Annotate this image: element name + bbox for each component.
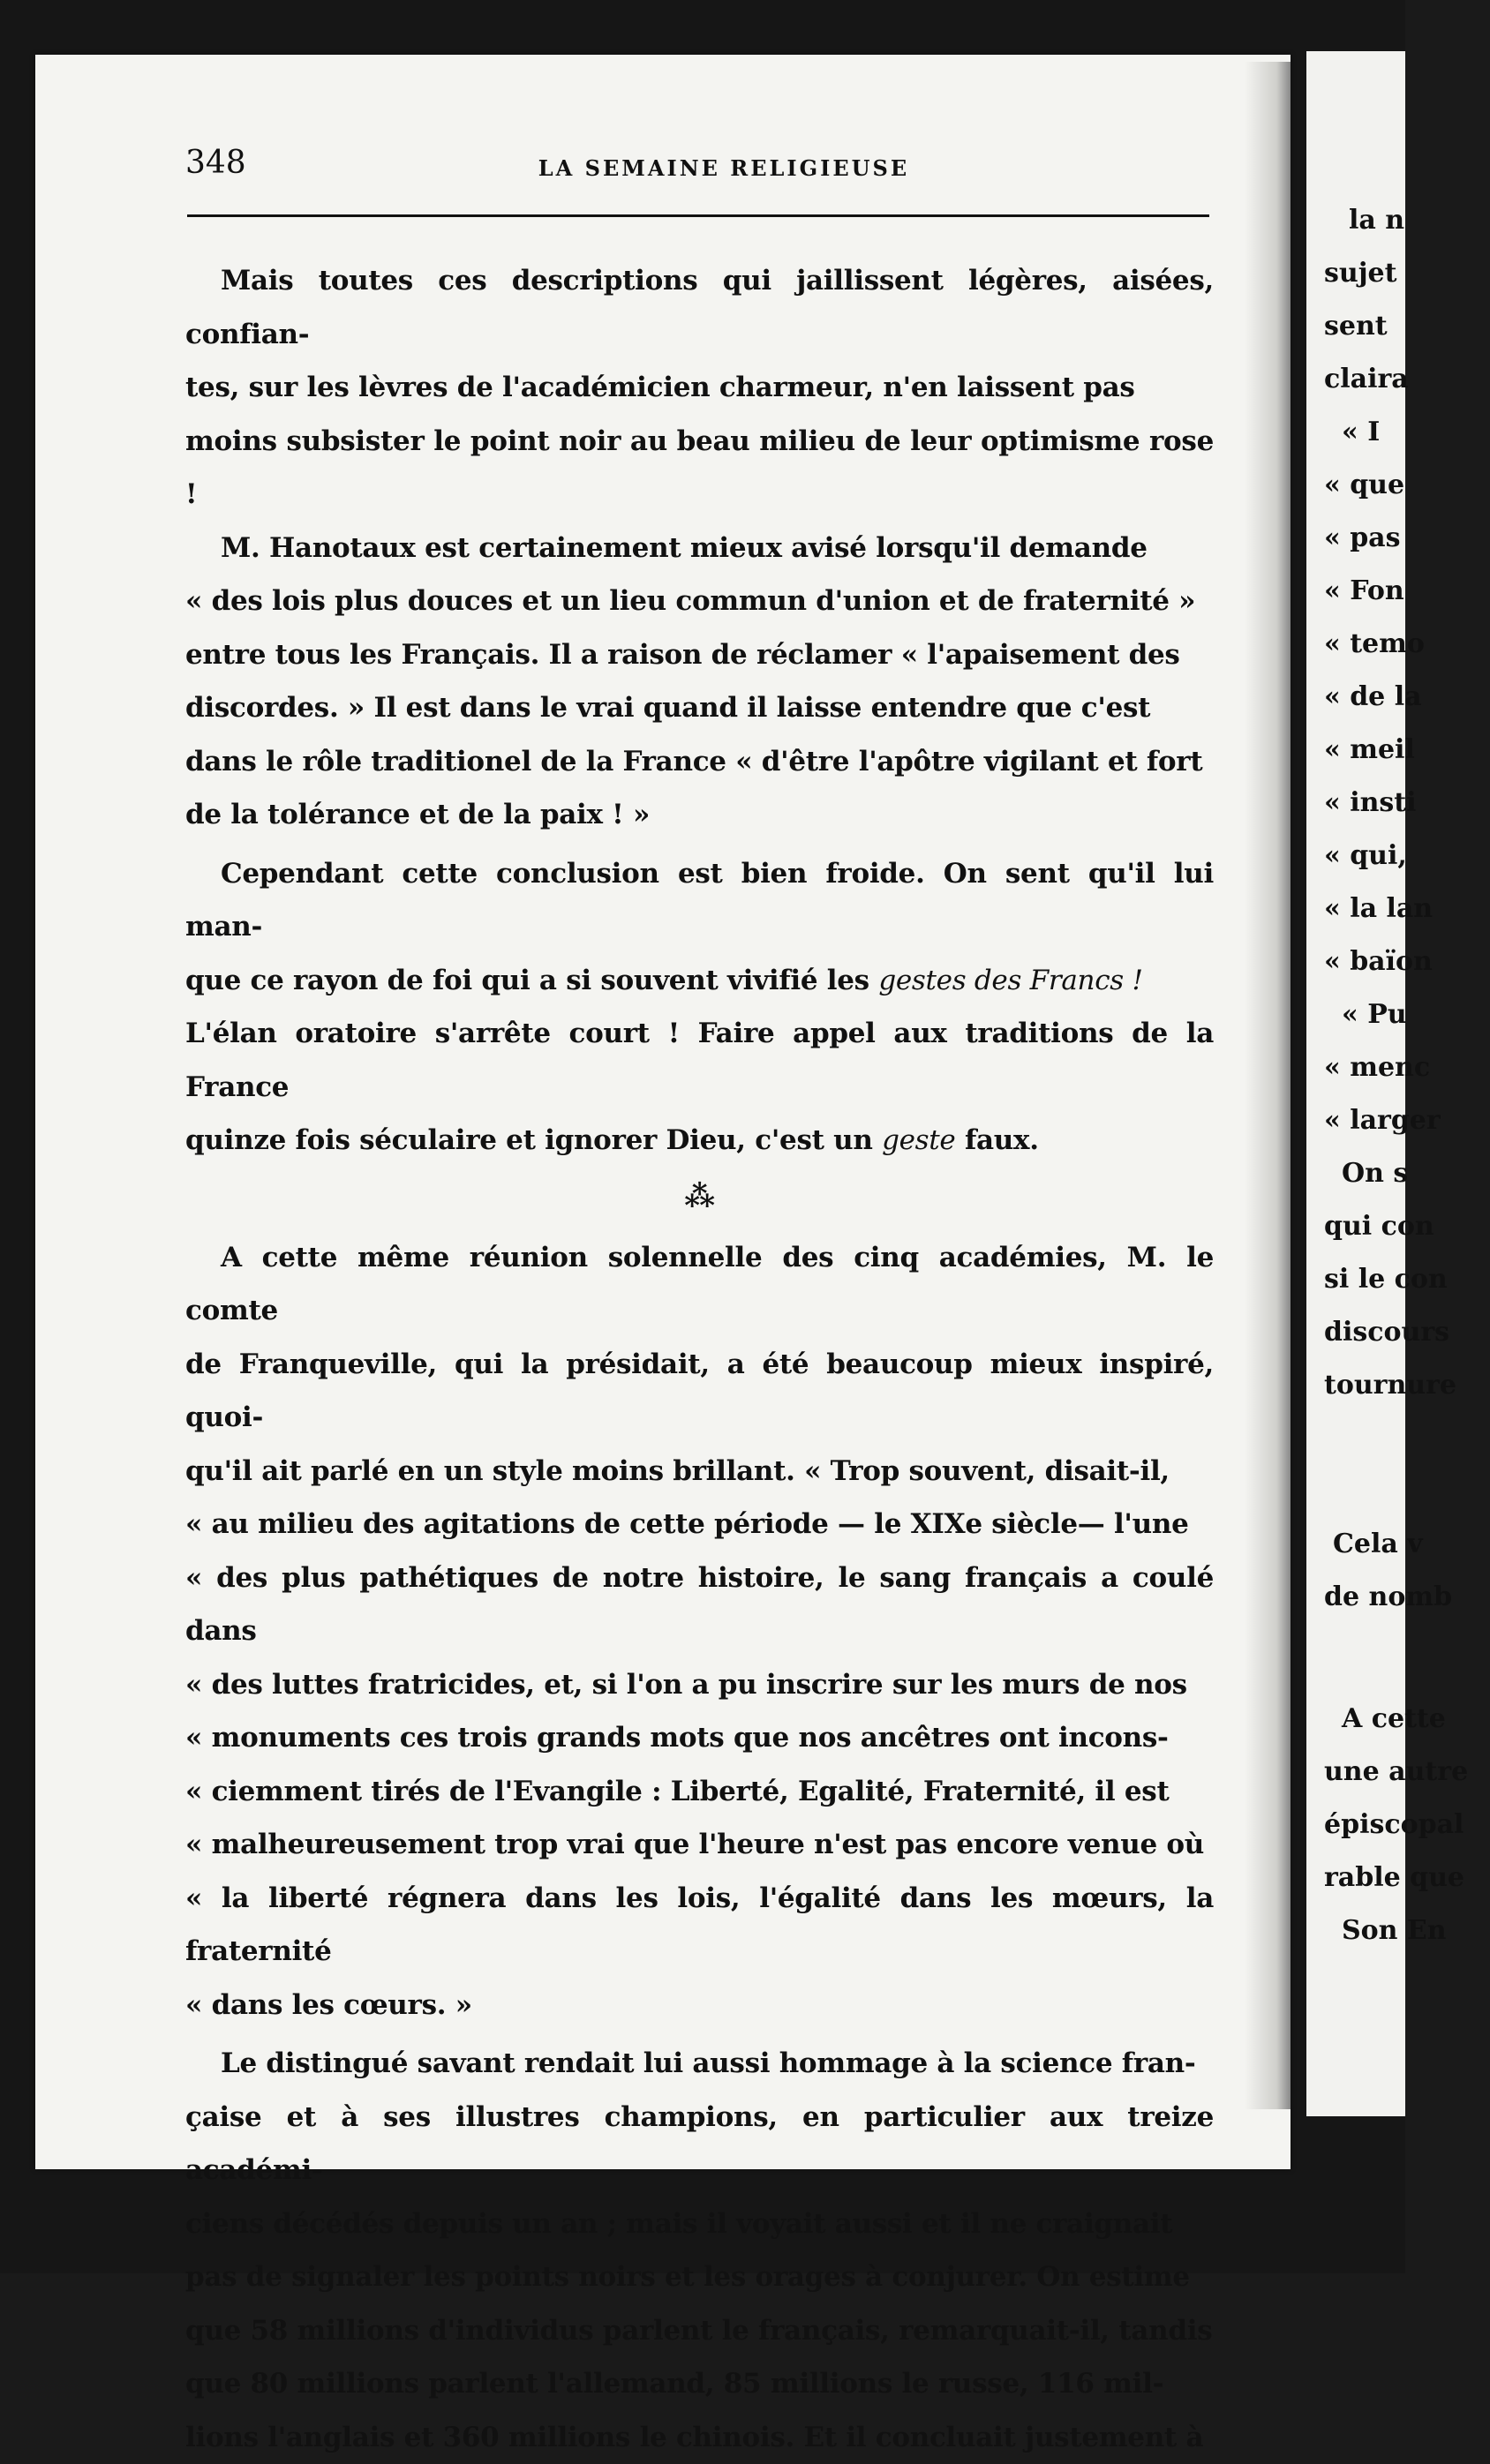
- text-line: « des lois plus douces et un lieu commun d'union et de fraternité »: [185, 575, 1214, 628]
- text-line: « ciemment tirés de l'Evangile : Liberté, Egalité, Fraternité, il est: [185, 1765, 1214, 1819]
- text-line: A cette même réunion solennelle des cinq académies, M. le comte: [185, 1231, 1214, 1338]
- text-line: « monuments ces trois grands mots que nos ancêtres ont incons-: [185, 1711, 1214, 1765]
- text-span: faux.: [955, 1124, 1038, 1156]
- text-line: moins subsister le point noir au beau milieu de leur optimisme rose !: [185, 415, 1214, 522]
- text-line: [185, 954, 1214, 1008]
- text-line: çaise et à ses illustres champions, en particulier aux treize académi-: [185, 2091, 1214, 2197]
- next-page-fragment: sent: [1324, 311, 1388, 342]
- text-line: « la liberté régnera dans les lois, l'égalité dans les mœurs, la fraternité: [185, 1872, 1214, 1979]
- text-line: pas de signaler les points noirs et les orages à conjurer. On estime: [185, 2250, 1214, 2304]
- next-page-fragment: rable que: [1324, 1862, 1464, 1893]
- asterism: ⁂: [185, 1168, 1214, 1231]
- text-line: « au milieu des agitations de cette période — le XIXe siècle— l'une: [185, 1498, 1214, 1551]
- text-line: ciens décédés depuis un an ; mais il voyait aussi et il ne craignait: [185, 2197, 1214, 2251]
- text-line: Le distingué savant rendait lui aussi hommage à la science fran-: [185, 2037, 1214, 2091]
- next-page-edge: [1306, 51, 1405, 2116]
- text-line: M. Hanotaux est certainement mieux avisé lorsqu'il demande: [185, 522, 1214, 575]
- next-page-fragment: « meil: [1324, 734, 1415, 765]
- text-line: « malheureusement trop vrai que l'heure n'est pas encore venue où: [185, 1818, 1214, 1872]
- next-page-fragment: « qui,: [1324, 840, 1407, 871]
- page-header: [185, 141, 1209, 184]
- paragraph-5: [185, 2037, 1214, 2464]
- text-line: L'élan oratoire s'arrête court ! Faire appel aux traditions de la France: [185, 1007, 1214, 1114]
- next-page-fragment: « baïon: [1324, 946, 1433, 977]
- next-page-fragment: A cette: [1342, 1703, 1446, 1734]
- next-page-fragment: discours: [1324, 1317, 1449, 1348]
- text-line: « des plus pathétiques de notre histoire, le sang français a coulé dans: [185, 1551, 1214, 1658]
- text-line: de Franqueville, qui la présidait, a été beaucoup mieux inspiré, quoi-: [185, 1338, 1214, 1445]
- text-line: « des luttes fratricides, et, si l'on a pu inscrire sur les murs de nos: [185, 1658, 1214, 1712]
- text-span: quinze fois séculaire et ignorer Dieu, c'est un: [185, 1124, 882, 1156]
- paragraph-2: [185, 522, 1214, 842]
- next-page-fragment: « larger: [1324, 1105, 1441, 1136]
- text-line: Cependant cette conclusion est bien froide. On sent qu'il lui man-: [185, 847, 1214, 954]
- italic-word: geste: [882, 1124, 955, 1156]
- next-page-fragment: une autre: [1324, 1756, 1468, 1787]
- next-page-fragment: « menc: [1324, 1052, 1430, 1083]
- next-page-fragment: si le con: [1324, 1264, 1448, 1295]
- text-line: [185, 1114, 1214, 1168]
- next-page-fragment: tournure: [1324, 1370, 1456, 1401]
- next-page-fragment: claira: [1324, 364, 1409, 394]
- body-text: [185, 254, 1214, 2464]
- text-line: de la tolérance et de la paix ! »: [185, 788, 1214, 842]
- paragraph-3: [185, 847, 1214, 1168]
- next-page-fragment: « Pu: [1342, 999, 1407, 1030]
- next-page-fragment: « insti: [1324, 787, 1417, 818]
- page-number: 348: [185, 145, 246, 181]
- next-page-fragment: « pas: [1324, 522, 1401, 553]
- italic-phrase: gestes des Francs !: [878, 965, 1142, 996]
- next-page-fragment: Son En: [1342, 1915, 1447, 1946]
- text-line: « dans les cœurs. »: [185, 1979, 1214, 2032]
- next-page-fragment: « la lan: [1324, 893, 1433, 924]
- text-line: que 58 millions d'individus parlent le français, remarquait-il, tandis: [185, 2304, 1214, 2358]
- text-line: dans le rôle traditionel de la France « d'être l'apôtre vigilant et fort: [185, 735, 1214, 789]
- next-page-fragment: Cela v: [1333, 1529, 1423, 1559]
- text-line: que 80 millions parlent l'allemand, 85 millions le russe, 116 mil-: [185, 2357, 1214, 2411]
- next-page-fragment: sujet: [1324, 258, 1397, 289]
- page-gutter-shadow: [1245, 62, 1291, 2109]
- paragraph-1: [185, 254, 1214, 522]
- text-line: Mais toutes ces descriptions qui jaillissent légères, aisées, confian-: [185, 254, 1214, 361]
- next-page-fragment: qui con: [1324, 1211, 1434, 1242]
- running-title: LA SEMAINE RELIGIEUSE: [185, 155, 1209, 181]
- text-line: discordes. » Il est dans le vrai quand il laisse entendre que c'est: [185, 681, 1214, 735]
- next-page-fragment: « de la: [1324, 681, 1422, 712]
- next-page-fragment: On s: [1342, 1158, 1408, 1189]
- text-span: que ce rayon de foi qui a si souvent vivifié les: [185, 965, 878, 996]
- next-page-fragment: « Fon: [1324, 575, 1404, 606]
- next-page-fragment: épiscopal: [1324, 1809, 1464, 1840]
- text-line: tes, sur les lèvres de l'académicien charmeur, n'en laissent pas: [185, 361, 1214, 415]
- text-line: entre tous les Français. Il a raison de réclamer « l'apaisement des: [185, 628, 1214, 682]
- next-page-fragment: la n: [1349, 205, 1404, 236]
- header-rule: [187, 214, 1209, 217]
- next-page-fragment: « I: [1342, 417, 1380, 447]
- next-page-fragment: de nomb: [1324, 1581, 1452, 1612]
- text-line: qu'il ait parlé en un style moins brillant. « Trop souvent, disait-il,: [185, 1445, 1214, 1499]
- text-line: lions l'anglais et 360 millions le chinois. Et il concluait justement à: [185, 2411, 1214, 2464]
- next-page-fragment: « temo: [1324, 628, 1425, 659]
- next-page-fragment: « que: [1324, 470, 1404, 500]
- paragraph-4: [185, 1231, 1214, 2032]
